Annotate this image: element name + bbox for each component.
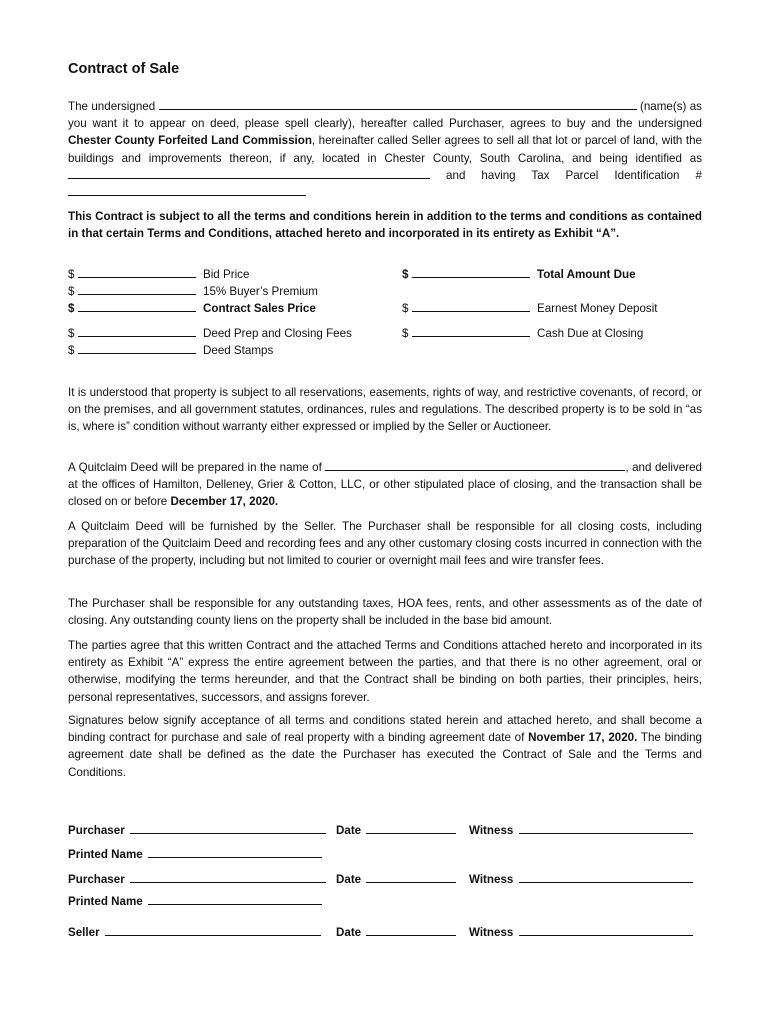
purchaser-label: Purchaser (68, 873, 125, 886)
seller-date-blank[interactable] (366, 924, 456, 936)
fee-contract-sales-price (68, 300, 316, 317)
purchaser-1-printed-name (68, 846, 322, 861)
intro-text-b: (name(s) as you want it to appear on deed, please spell clearly), hereafter called Purchaser, agrees to buy and the undersigned (68, 100, 702, 131)
deed-prep-blank[interactable] (78, 325, 196, 337)
date-label: Date (336, 926, 362, 939)
purchaser-2-witness (469, 871, 693, 886)
taxes-paragraph: The Purchaser shall be responsible for any outstanding taxes, HOA fees, rents, and other assessments as of the date of closing. Any outstanding county liens on the property shall be included in the base bid amount. (68, 597, 702, 628)
signatures-text-b: The binding agreement date shall be defined as the date the Purchaser has executed the Contract of Sale and the Terms and Conditions. (68, 731, 702, 779)
fee-deed-stamps (68, 342, 273, 359)
dollar-sign: $ (68, 285, 75, 298)
printed-name-label: Printed Name (68, 848, 143, 861)
purchaser-2-printed-name-blank[interactable] (148, 893, 322, 905)
fee-label: Total Amount Due (537, 268, 636, 281)
purchaser-2-witness-blank[interactable] (519, 871, 693, 883)
bid-price-blank[interactable] (78, 266, 196, 278)
intro-text-d: and having Tax Parcel Identification # (446, 168, 702, 182)
dollar-sign: $ (402, 302, 409, 315)
deed-text-a: A Quitclaim Deed will be prepared in the name of (68, 461, 322, 474)
signatures-text-a: Signatures below signify acceptance of all terms and conditions stated herein and attached hereto, and shall become a binding contract for purchase and sale of real property with a binding agreement date of (68, 714, 702, 745)
buyers-premium-blank[interactable] (78, 283, 196, 295)
seller-witness (469, 924, 693, 939)
closing-date: December 17, 2020. (170, 495, 279, 509)
seller-witness-blank[interactable] (519, 924, 693, 936)
intro-paragraph (68, 98, 702, 201)
purchaser-2-date-blank[interactable] (366, 871, 456, 883)
purchaser-label: Purchaser (68, 824, 125, 837)
purchaser-2-signature (68, 871, 326, 886)
dollar-sign: $ (402, 268, 409, 281)
dollar-sign: $ (68, 327, 75, 340)
purchaser-2-printed-name (68, 893, 322, 908)
purchaser-1-date (336, 822, 456, 837)
fee-total-amount-due (402, 266, 636, 283)
seller-signature-blank[interactable] (105, 924, 321, 936)
purchaser-name-blank[interactable] (159, 98, 637, 110)
purchaser-1-printed-name-blank[interactable] (148, 846, 322, 858)
fee-label: Cash Due at Closing (537, 327, 644, 340)
signatures-paragraph (68, 712, 702, 781)
fee-label: 15% Buyer’s Premium (203, 285, 318, 298)
fee-label: Earnest Money Deposit (537, 302, 658, 315)
purchaser-2-date (336, 871, 456, 886)
date-label: Date (336, 824, 362, 837)
fee-deed-prep (68, 325, 352, 342)
purchaser-1-signature (68, 822, 326, 837)
witness-label: Witness (469, 824, 514, 837)
seller-date (336, 924, 456, 939)
intro-text-a: The undersigned (68, 100, 156, 113)
reservations-paragraph: It is understood that property is subject to all reservations, easements, rights of way, and restrictive covenants, of record, or on the premises, and all government statutes, ordinances, rules and regulations. The described property is to be sold in “as is, where is” condition without warranty either expressed or implied by the Seller or Auctioneer. (68, 386, 702, 434)
fee-bid-price (68, 266, 249, 283)
page-title: Contract of Sale (68, 61, 180, 77)
fee-cash-due (402, 325, 643, 342)
purchaser-1-date-blank[interactable] (366, 822, 456, 834)
printed-name-label: Printed Name (68, 895, 143, 908)
agreement-paragraph: The parties agree that this written Contract and the attached Terms and Conditions attached hereto and incorporated in its entirety as Exhibit “A” express the entire agreement between the parties, and that there is no other agreement, oral or otherwise, modifying the terms hereunder, and that the Contract shall be binding on both parties, their principles, heirs, personal representatives, successors, and assigns forever. (68, 639, 702, 704)
fee-buyers-premium (68, 283, 318, 300)
deed-text-b: , and delivered at the offices of Hamilton, Delleney, Grier & Cotton, LLC, or other stipulated place of closing, and the transaction shall be closed on or before (68, 461, 702, 509)
purchaser-1-witness (469, 822, 693, 837)
dollar-sign: $ (68, 302, 75, 315)
intro-text-c: , hereinafter called Seller agrees to sell all that lot or parcel of land, with the buildings and improvements thereon, if any, located in Chester County, South Carolina, and being identified as (68, 134, 702, 165)
purchaser-2-signature-blank[interactable] (130, 871, 326, 883)
fee-label: Deed Stamps (203, 344, 274, 357)
contract-sales-price-blank[interactable] (78, 300, 196, 312)
purchaser-1-witness-blank[interactable] (519, 822, 693, 834)
witness-label: Witness (469, 926, 514, 939)
date-label: Date (336, 873, 362, 886)
seller-name: Chester County Forfeited Land Commission (68, 134, 312, 148)
agreement-date: November 17, 2020. (528, 731, 638, 745)
earnest-money-blank[interactable] (412, 300, 530, 312)
witness-label: Witness (469, 873, 514, 886)
purchaser-1-signature-blank[interactable] (130, 822, 326, 834)
fee-label: Bid Price (203, 268, 250, 281)
cash-due-blank[interactable] (412, 325, 530, 337)
dollar-sign: $ (402, 327, 409, 340)
seller-label: Seller (68, 926, 100, 939)
fee-label: Deed Prep and Closing Fees (203, 327, 352, 340)
deed-stamps-blank[interactable] (78, 342, 196, 354)
deed-paragraph (68, 459, 702, 511)
total-amount-due-blank[interactable] (412, 266, 530, 278)
dollar-sign: $ (68, 268, 75, 281)
property-identification-blank[interactable] (68, 167, 430, 179)
fee-earnest-money (402, 300, 658, 317)
seller-signature (68, 924, 321, 939)
dollar-sign: $ (68, 344, 75, 357)
deed-name-blank[interactable] (325, 459, 625, 471)
fee-label: Contract Sales Price (203, 302, 316, 315)
subject-clause: This Contract is subject to all the terms and conditions herein in addition to the terms and conditions as contained in that certain Terms and Conditions, attached hereto and incorporated in its entirety as Exhibit “A”. (68, 210, 702, 241)
furnished-paragraph: A Quitclaim Deed will be furnished by the Seller. The Purchaser shall be responsible for all closing costs, including preparation of the Quitclaim Deed and recording fees and any other customary closing costs incurred in connection with the purchase of the property, including but not limited to courier or overnight mail fees and wire transfer fees. (68, 520, 702, 568)
tax-parcel-blank[interactable] (68, 184, 306, 196)
